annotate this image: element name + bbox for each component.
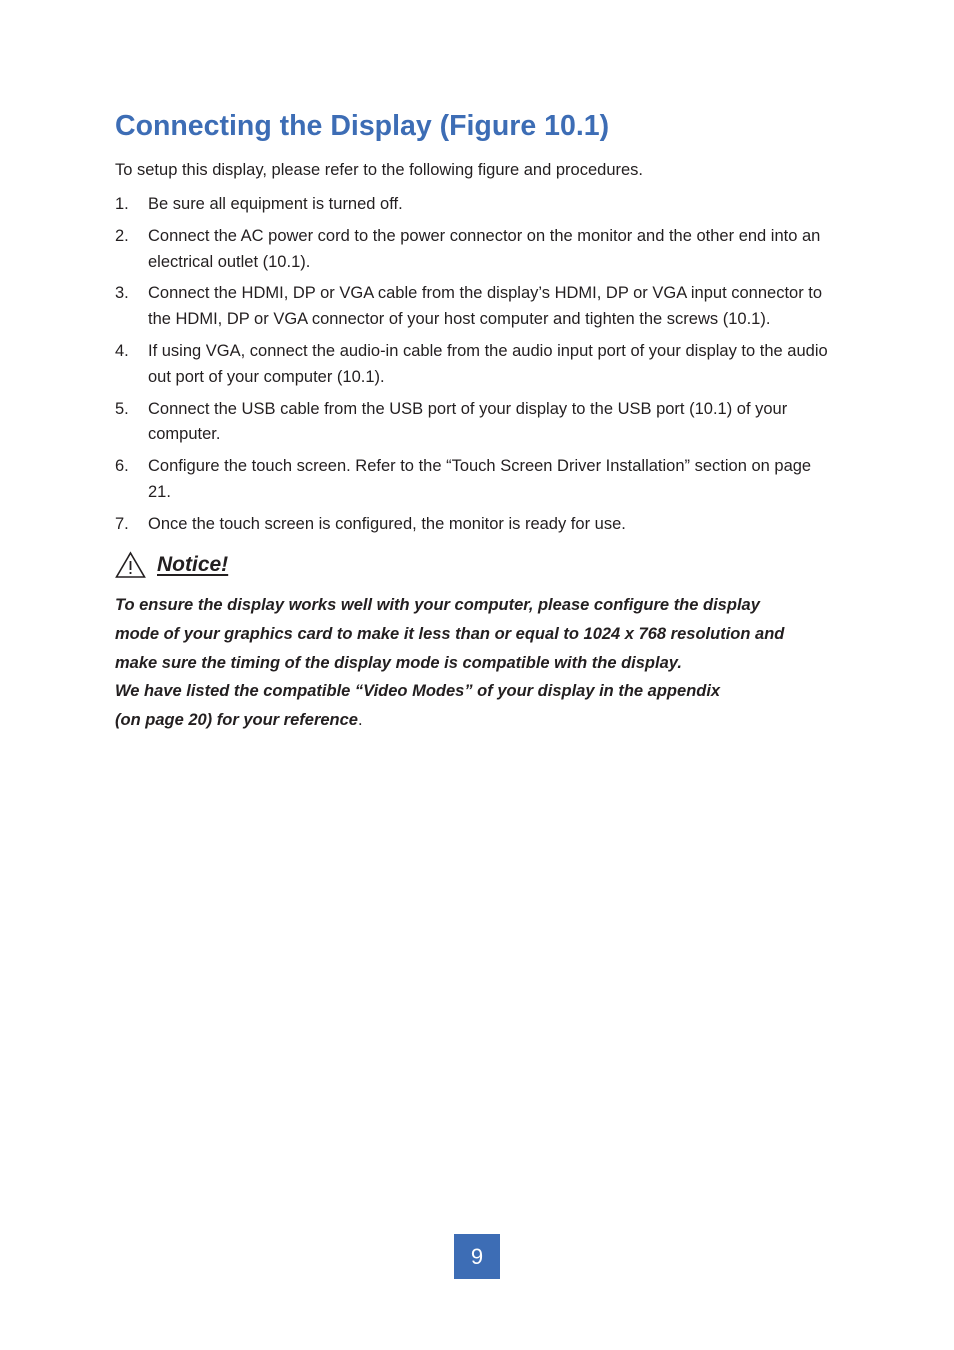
notice-line: make sure the timing of the display mode is compatible with the display. xyxy=(115,653,682,672)
step-number: 1. xyxy=(115,195,129,213)
page-number: 9 xyxy=(454,1234,500,1279)
step-text: Connect the AC power cord to the power connector on the monitor and the other end into an electrical outlet (10.1). xyxy=(148,226,821,271)
notice-heading xyxy=(115,550,228,580)
step-number: 7. xyxy=(115,514,129,533)
step-number: 3. xyxy=(115,284,129,303)
notice-line: We have listed the compatible “Video Modes” of your display in the appendix xyxy=(115,682,721,701)
step-text: Connect the HDMI, DP or VGA cable from the display’s HDMI, DP or VGA input connector to the HDMI, DP or VGA connector of your host computer and tighten the screws (10.1). xyxy=(148,284,823,329)
notice-text xyxy=(115,591,845,735)
list-item xyxy=(115,192,835,218)
list-item xyxy=(115,397,835,449)
notice-period: . xyxy=(357,711,363,730)
list-item xyxy=(115,224,835,276)
step-number: 4. xyxy=(115,341,129,360)
procedure-list xyxy=(115,192,835,544)
notice-line: (on page 20) for your reference xyxy=(115,711,358,730)
step-text: Connect the USB cable from the USB port of your display to the USB port (10.1) of your computer. xyxy=(148,399,788,444)
step-number: 5. xyxy=(115,399,129,418)
notice-line: To ensure the display works well with your computer, please configure the display xyxy=(115,596,760,614)
notice-line: mode of your graphics card to make it less than or equal to 1024 x 768 resolution and xyxy=(115,624,785,643)
step-text: Configure the touch screen. Refer to the “Touch Screen Driver Installation” section on page 21. xyxy=(148,457,812,501)
list-item xyxy=(115,339,835,391)
step-text: If using VGA, connect the audio-in cable from the audio input port of your display to the audio out port of your computer (10.1). xyxy=(148,341,828,386)
page-title: Connecting the Display (Figure 10.1) xyxy=(115,110,610,142)
notice-label: Notice! xyxy=(157,553,229,576)
step-number: 2. xyxy=(115,226,129,245)
step-text: Once the touch screen is configured, the monitor is ready for use. xyxy=(148,514,626,533)
list-item xyxy=(115,454,835,506)
list-item xyxy=(115,512,835,538)
step-number: 6. xyxy=(115,457,129,476)
step-text: Be sure all equipment is turned off. xyxy=(148,195,403,213)
warning-triangle-icon xyxy=(115,551,146,579)
list-item xyxy=(115,281,835,333)
notice-line-last xyxy=(115,706,845,735)
intro-text: To setup this display, please refer to the following figure and procedures. xyxy=(115,161,643,179)
